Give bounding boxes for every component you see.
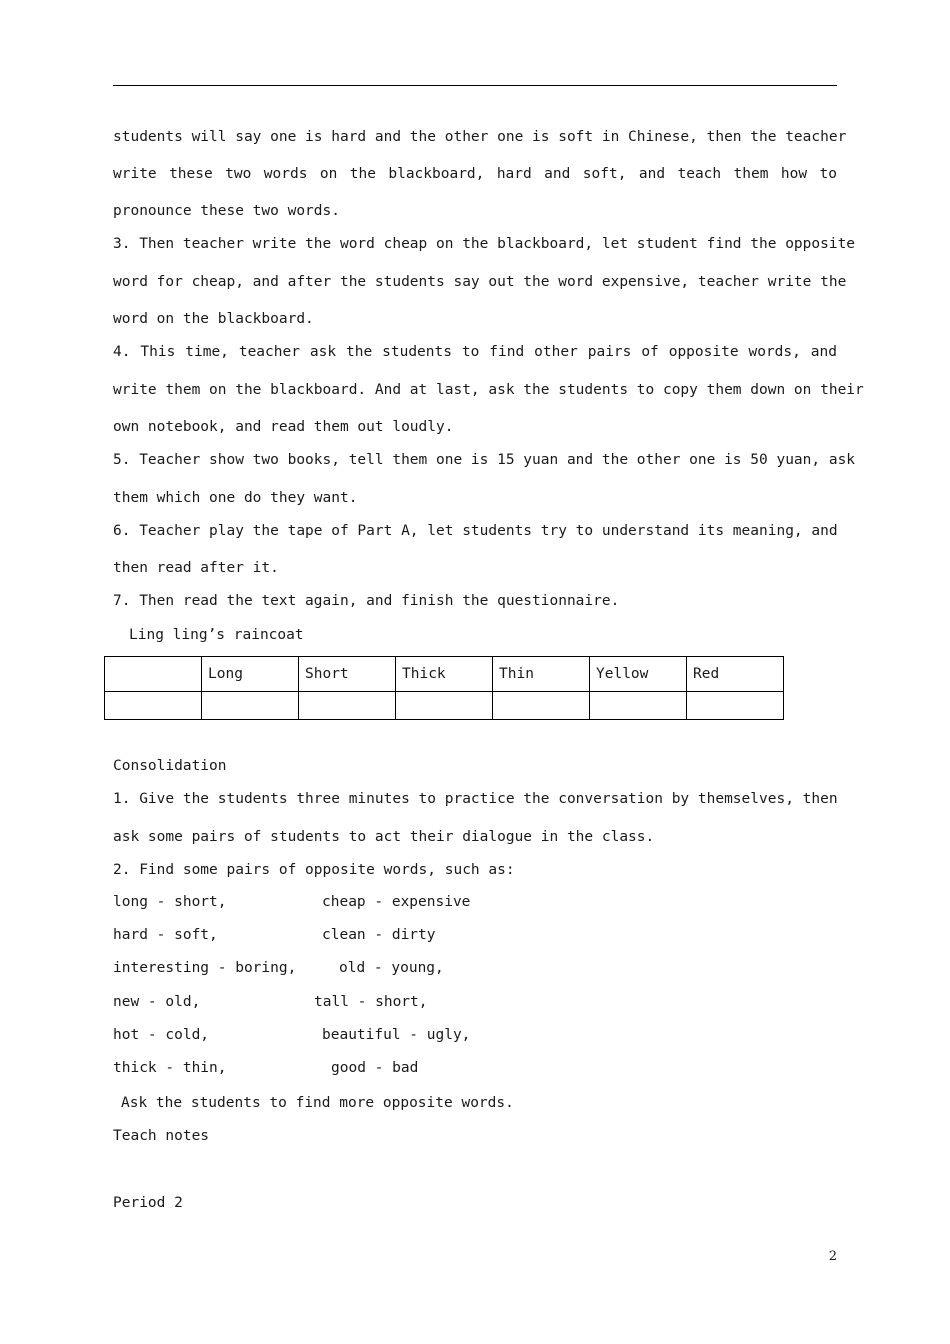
step-7-line: 7. Then read the text again, and finish the questionnaire. [113,593,620,609]
table-cell: Thick [396,657,493,692]
step-6-line: then read after it. [113,560,279,576]
table-cell [202,692,299,720]
teach-notes-heading: Teach notes [113,1128,210,1144]
questionnaire-table [104,656,784,720]
paragraph-line: students will say one is hard and the other one is soft in Chinese, then the teacher [113,129,847,145]
table-cell: Long [202,657,299,692]
consolidation-line: 2. Find some pairs of opposite words, such as: [113,862,515,878]
opposite-pair-right: clean - dirty [322,927,436,943]
consolidation-line: 1. Give the students three minutes to practice the conversation by themselves, then [113,791,838,807]
opposite-pair-left: new - old, [113,994,201,1010]
table-cell [299,692,396,720]
step-3-line: word on the blackboard. [113,311,314,327]
consolidation-heading: Consolidation [113,758,227,774]
table-cell: Yellow [590,657,687,692]
opposite-pair-left: long - short, [113,894,227,910]
table-header-row [105,657,784,692]
table-cell [396,692,493,720]
opposite-pair-right: tall - short, [314,994,428,1010]
step-5-line: them which one do they want. [113,490,358,506]
opposite-pair-right: good - bad [331,1060,419,1076]
table-cell: Thin [493,657,590,692]
consolidation-line: ask some pairs of students to act their dialogue in the class. [113,829,655,845]
table-cell [105,692,202,720]
table-row [105,692,784,720]
period-heading: Period 2 [113,1195,183,1211]
page-number: 2 [828,1249,837,1264]
opposite-pair-left: hot - cold, [113,1027,210,1043]
step-3-line: 3. Then teacher write the word cheap on the blackboard, let student find the opposite [113,236,856,252]
paragraph-line: write these two words on the blackboard, hard and soft, and teach them how to [113,166,837,182]
step-4-line: write them on the blackboard. And at last, ask the students to copy them down on their [113,382,864,398]
paragraph-line: pronounce these two words. [113,203,340,219]
step-3-line: word for cheap, and after the students say out the word expensive, teacher write the [113,274,847,290]
table-cell [590,692,687,720]
opposite-pair-left: interesting - boring, [113,960,297,976]
opposite-pair-right: beautiful - ugly, [322,1027,471,1043]
step-4-line: 4. This time, teacher ask the students to find other pairs of opposite words, and [113,344,837,360]
opposite-pair-left: hard - soft, [113,927,218,943]
opposite-pair-right: cheap - expensive [322,894,471,910]
table-cell: Short [299,657,396,692]
table-caption: Ling ling’s raincoat [129,627,304,643]
opposite-pair-left: thick - thin, [113,1060,227,1076]
step-6-line: 6. Teacher play the tape of Part A, let students try to understand its meaning, and [113,523,838,539]
instruction-line: Ask the students to find more opposite words. [121,1095,514,1111]
step-5-line: 5. Teacher show two books, tell them one is 15 yuan and the other one is 50 yuan, ask [113,452,856,468]
table-cell [687,692,784,720]
header-rule [113,85,837,86]
table-cell [493,692,590,720]
opposite-pair-right: old - young, [339,960,444,976]
table-cell [105,657,202,692]
table-cell: Red [687,657,784,692]
step-4-line: own notebook, and read them out loudly. [113,419,454,435]
